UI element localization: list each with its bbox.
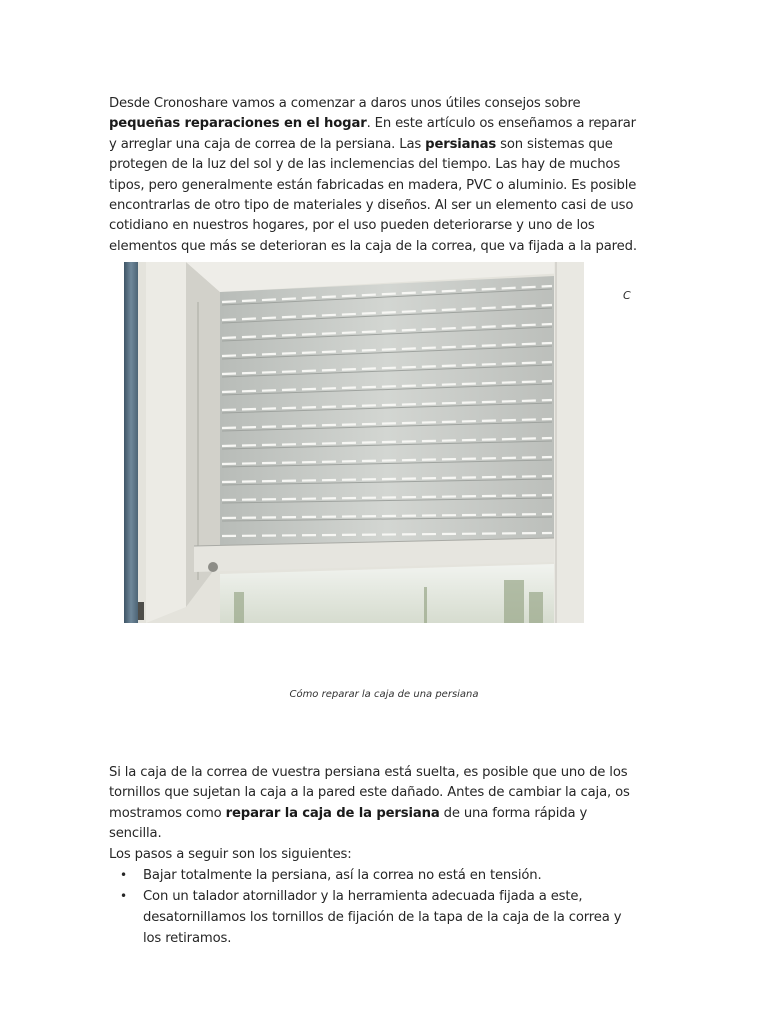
persiana-photo [124, 262, 584, 623]
bullet-icon: • [120, 868, 127, 882]
list-item [109, 886, 637, 949]
body-text-1: Si la caja de la correa de vuestra persiana está suelta, es posible que uno de los tornillos que sujetan la caja a la pared este dañado. Antes de cambiar la caja, os mostramos como [109, 765, 630, 821]
intro-text-1: Desde Cronoshare vamos a comenzar a daros unos útiles consejos sobre [109, 96, 581, 111]
steps-list [109, 865, 637, 949]
step-text: Con un talador atornillador y la herramienta adecuada fijada a este, desatornillamos los tornillos de fijación de la tapa de la caja de la correa y los retiramos. [143, 889, 622, 946]
intro-bold-1: pequeñas reparaciones en el hogar [109, 116, 367, 132]
bullet-icon: • [120, 889, 127, 903]
figure-caption: Cómo reparar la caja de una persiana [289, 689, 479, 700]
persiana-illustration [124, 262, 584, 623]
list-item [109, 865, 637, 886]
stray-mark: C [623, 289, 631, 302]
intro-bold-2: persianas [425, 136, 497, 152]
intro-paragraph [109, 94, 637, 257]
body-text-2: de una forma rápida y sencilla. [109, 805, 588, 842]
step-text: Bajar totalmente la persiana, así la correa no está en tensión. [143, 868, 542, 883]
body-paragraph [109, 763, 637, 865]
body-bold-1: reparar la caja de la persiana [225, 805, 440, 821]
intro-text-2: . En este artículo os enseñamos a reparar y arreglar una caja de correa de la persiana. Las [109, 116, 636, 152]
body-text-3: Los pasos a seguir son los siguientes: [109, 846, 352, 862]
intro-text-3: son sistemas que protegen de la luz del sol y de las inclemencias del tiempo. Las hay de muchos tipos, pero generalmente están fabricadas en madera, PVC o aluminio. Es posible encontrarlas de otro tipo de materiales y diseños. Al ser un elemento casi de uso cotidiano en nuestros hogares, por el uso pueden deteriorarse y uno de los elementos que más se deterioran es la caja de la correa, que va fijada a la pared. [109, 136, 637, 254]
